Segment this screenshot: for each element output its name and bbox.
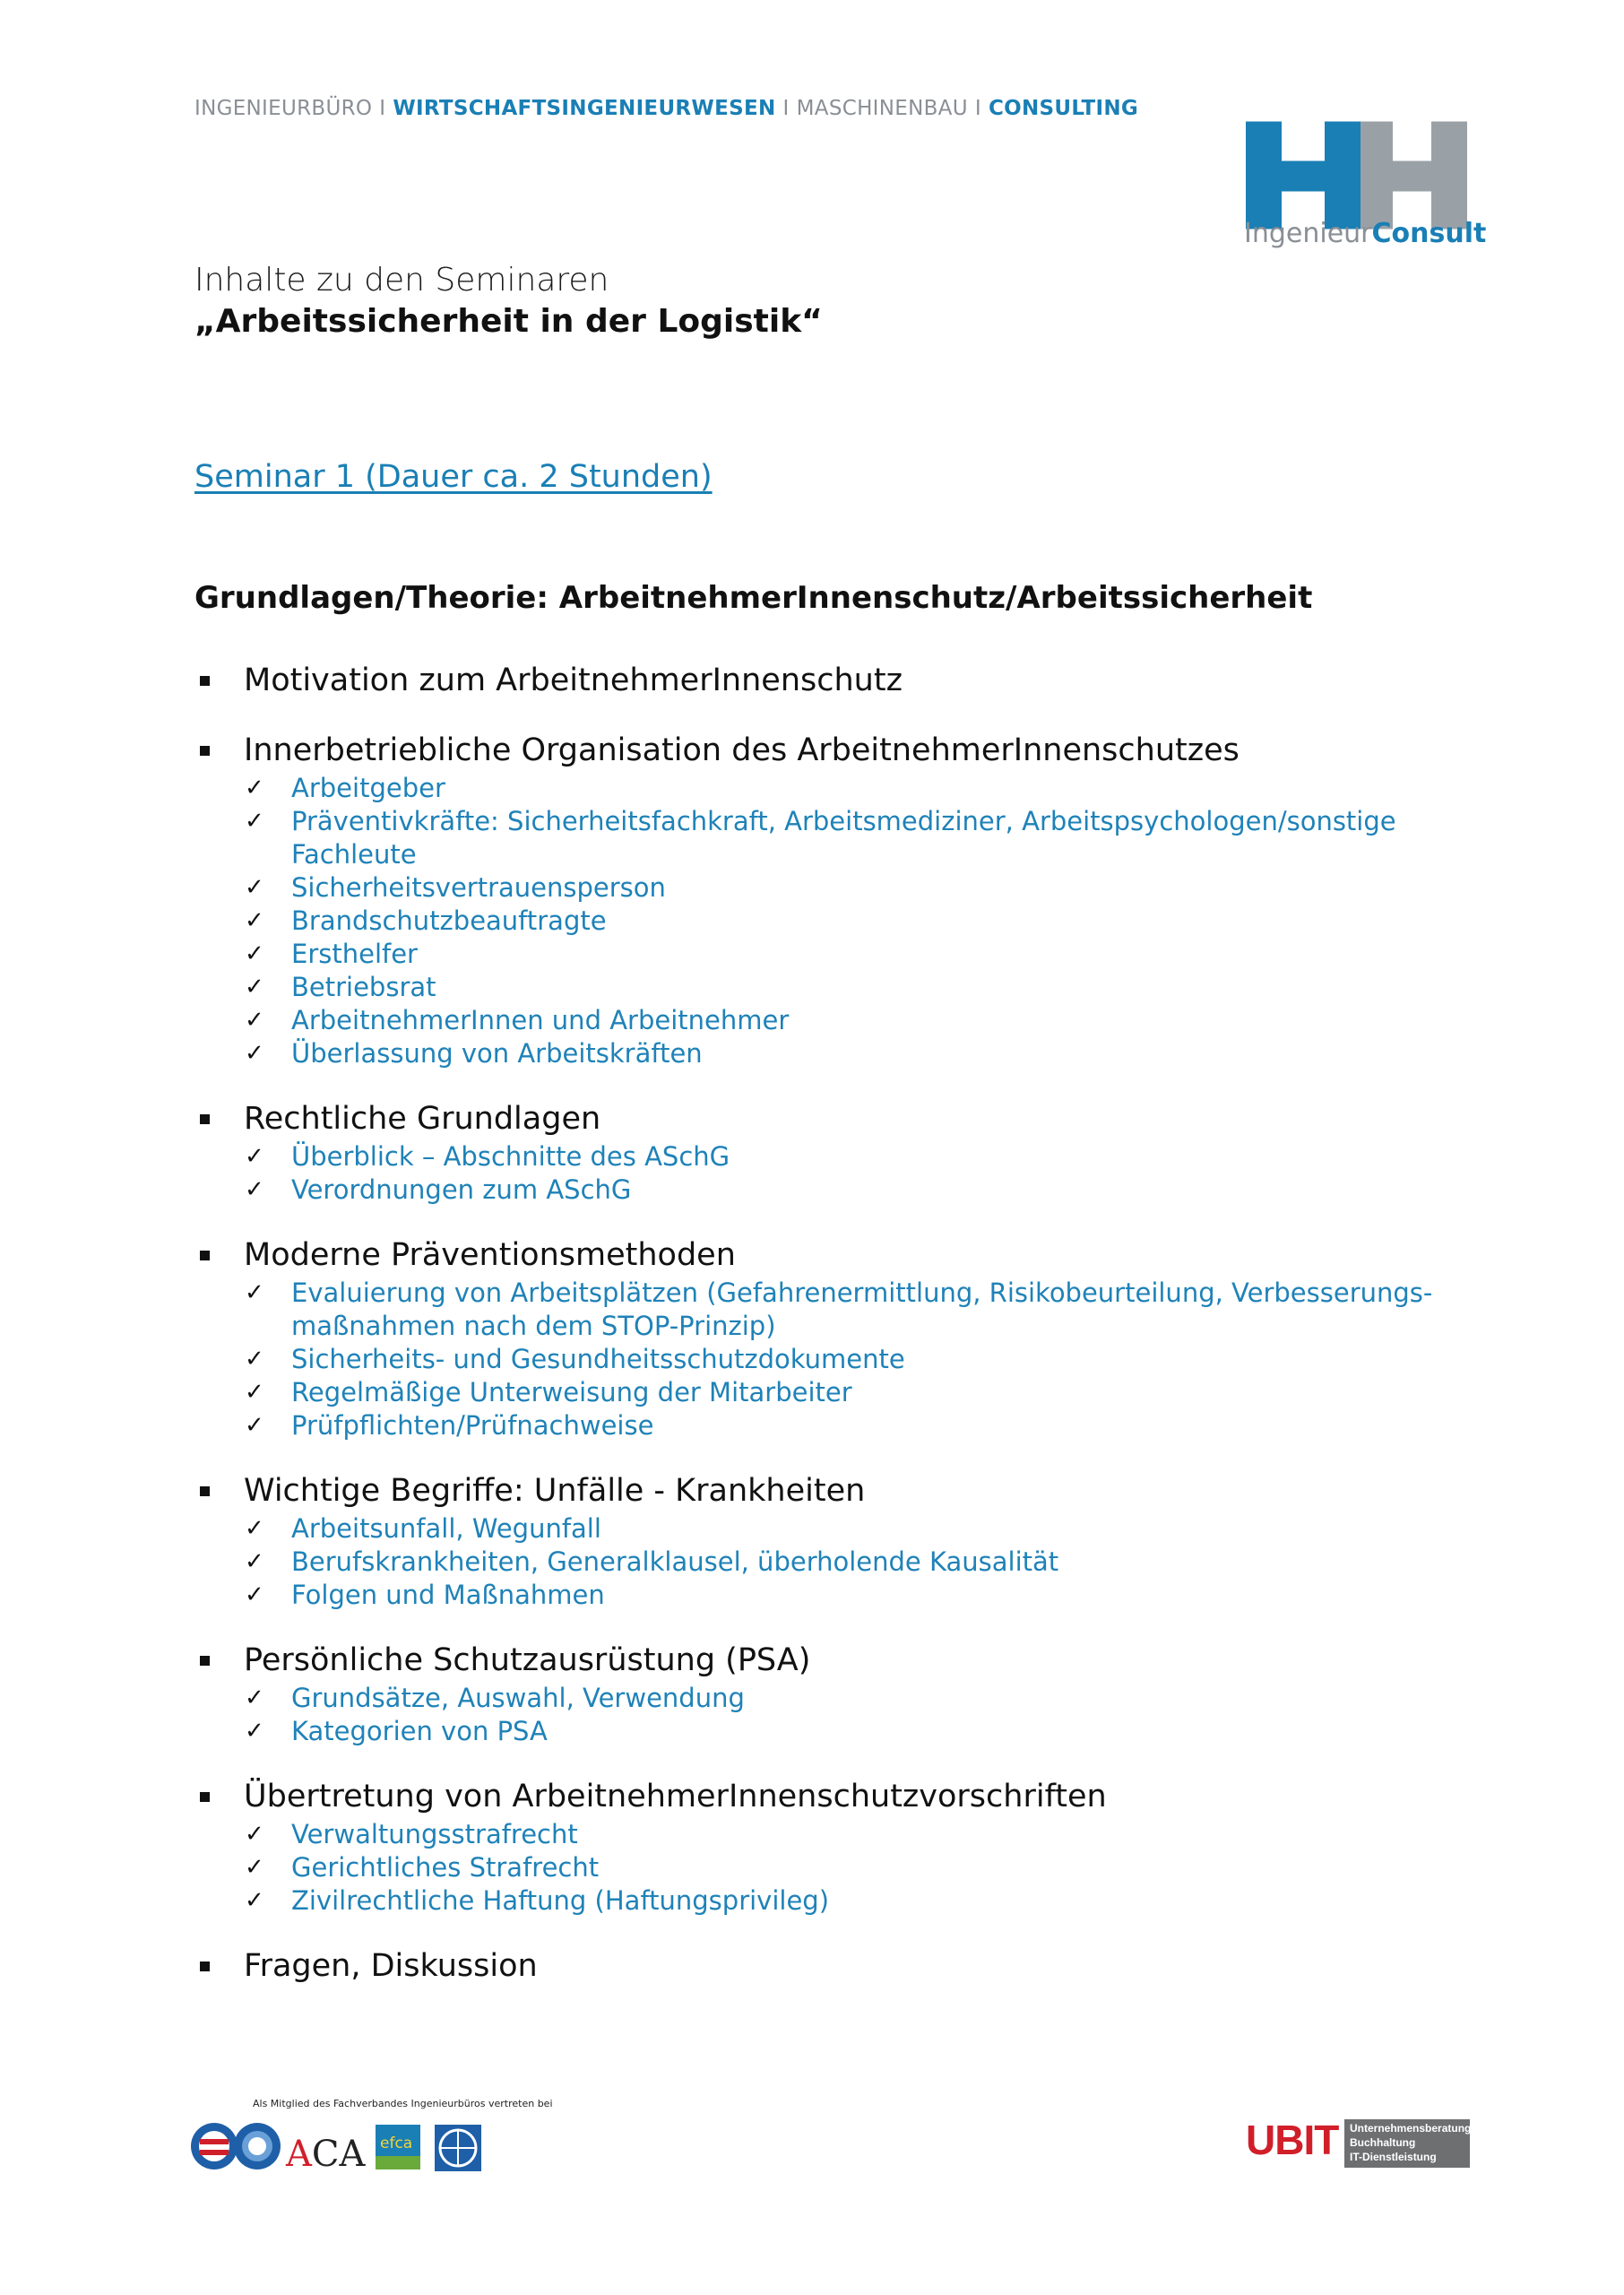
checkmark-icon: ✓ [245, 1684, 264, 1711]
square-bullet-icon [200, 746, 210, 756]
topic [194, 1097, 1494, 1207]
topic [194, 1775, 1494, 1918]
checkmark-icon: ✓ [245, 1143, 264, 1170]
header-separator: I [782, 97, 790, 120]
square-bullet-icon [200, 1486, 210, 1496]
association-logos [186, 2116, 490, 2175]
footer-note: Als Mitglied des Fachverbandes Ingenieurbüros vertreten bei [253, 2098, 553, 2109]
topic-title: Rechtliche Grundlagen [244, 1101, 601, 1137]
list-item [245, 1546, 1494, 1579]
topic-heading [194, 1097, 1494, 1140]
header-item-ingenieurbuero: INGENIEURBÜRO [194, 97, 373, 120]
header-separator: I [379, 97, 386, 120]
list-item [245, 1376, 1494, 1409]
subitem-label: Kategorien von PSA [291, 1716, 548, 1746]
list-item [245, 1277, 1494, 1343]
checkmark-icon: ✓ [245, 1581, 264, 1608]
list-item [245, 1512, 1494, 1546]
svg-text:ACA: ACA [286, 2134, 366, 2175]
square-bullet-icon [200, 1114, 210, 1124]
subitem-label: Überblick – Abschnitte des ASchG [291, 1141, 730, 1172]
aca-logo [285, 2134, 366, 2175]
subitem-label: Regelmäßige Unterweisung der Mitarbeiter [291, 1377, 852, 1407]
intro-title: „Arbeitssicherheit in der Logistik“ [194, 303, 823, 340]
subitem-label: Verwaltungsstrafrecht [291, 1819, 578, 1849]
list-item [245, 1409, 1494, 1442]
checkmark-icon: ✓ [245, 1887, 264, 1914]
subitem-list [194, 1818, 1494, 1918]
topic-title: Persönliche Schutzausrüstung (PSA) [244, 1642, 811, 1678]
svg-text:efca: efca [380, 2135, 413, 2152]
checkmark-icon: ✓ [245, 1346, 264, 1373]
list-item [245, 1343, 1494, 1376]
subitem-label: Präventivkräfte: Sicherheitsfachkraft, Arbeitsmediziner, Arbeitspsychologen/sonstige Fachleute [291, 806, 1396, 870]
list-item [245, 805, 1494, 871]
seminar-link[interactable]: Seminar 1 (Dauer ca. 2 Stunden) [194, 459, 713, 495]
fidic-logo [435, 2125, 481, 2171]
checkmark-icon: ✓ [245, 1548, 264, 1575]
logo-caption-ingenieur: Ingenieur [1244, 218, 1372, 249]
topic-title: Fragen, Diskussion [244, 1948, 538, 1984]
topic [194, 1944, 1494, 1988]
section-heading: Grundlagen/Theorie: ArbeitnehmerInnenschutz/Arbeitssicherheit [194, 580, 1313, 616]
subitem-label: Sicherheitsvertrauensperson [291, 872, 666, 903]
subitem-label: Verordnungen zum ASchG [291, 1174, 632, 1205]
subitem-list [194, 1682, 1494, 1748]
checkmark-icon: ✓ [245, 1854, 264, 1881]
subitem-label: Ersthelfer [291, 939, 418, 969]
subitem-list [194, 1277, 1494, 1442]
topic [194, 729, 1494, 1070]
checkmark-icon: ✓ [245, 1007, 264, 1034]
topic [194, 1469, 1494, 1612]
checkmark-icon: ✓ [245, 1821, 264, 1848]
topic-title: Motivation zum ArbeitnehmerInnenschutz [244, 663, 903, 698]
list-item [245, 905, 1494, 938]
list-item [245, 1173, 1494, 1207]
checkmark-icon: ✓ [245, 907, 264, 934]
checkmark-icon: ✓ [245, 1040, 264, 1067]
subitem-label: ArbeitnehmerInnen und Arbeitnehmer [291, 1005, 790, 1035]
list-item [245, 1715, 1494, 1748]
subitem-list [194, 1512, 1494, 1612]
checkmark-icon: ✓ [245, 1279, 264, 1306]
list-item [245, 1851, 1494, 1884]
square-bullet-icon [200, 1962, 210, 1971]
list-item [245, 938, 1494, 971]
square-bullet-icon [200, 1656, 210, 1666]
subitem-label: Folgen und Maßnahmen [291, 1580, 605, 1610]
topic-list [194, 659, 1494, 2014]
ubit-logo [1246, 2116, 1470, 2169]
subitem-list [194, 1140, 1494, 1207]
subitem-label: Betriebsrat [291, 972, 436, 1002]
topic-heading [194, 659, 1494, 702]
subitem-label: Arbeitgeber [291, 773, 445, 803]
subitem-label: Zivilrechtliche Haftung (Haftungsprivileg) [291, 1885, 830, 1916]
header-line [194, 97, 1138, 120]
logo-caption-consult: Consult [1371, 218, 1487, 249]
topic-title: Innerbetriebliche Organisation des ArbeitnehmerInnenschutzes [244, 732, 1240, 768]
ubit-wordmark: UBIT [1246, 2117, 1339, 2163]
ubit-line-1: Unternehmensberatung [1350, 2122, 1472, 2135]
header-separator: I [974, 97, 981, 120]
list-item [245, 1818, 1494, 1851]
topic [194, 1234, 1494, 1442]
subitem-label: Brandschutzbeauftragte [291, 905, 607, 936]
subitem-list [194, 772, 1494, 1070]
efca-logo [376, 2125, 420, 2169]
topic-title: Übertretung von ArbeitnehmerInnenschutzvorschriften [244, 1779, 1107, 1814]
checkmark-icon: ✓ [245, 974, 264, 1000]
square-bullet-icon [200, 1251, 210, 1260]
square-bullet-icon [200, 1792, 210, 1802]
intro [194, 260, 823, 342]
header-item-wirtschaftsingenieurwesen: WIRTSCHAFTSINGENIEURWESEN [393, 97, 776, 120]
ubit-line-3: IT-Dienstleistung [1350, 2151, 1437, 2163]
subitem-label: Prüfpflichten/Prüfnachweise [291, 1410, 654, 1441]
square-bullet-icon [200, 676, 210, 686]
subitem-label: Sicherheits- und Gesundheitsschutzdokumente [291, 1344, 905, 1374]
checkmark-icon: ✓ [245, 1379, 264, 1406]
topic-title: Moderne Präventionsmethoden [244, 1237, 736, 1273]
list-item [245, 1037, 1494, 1070]
intro-line-1: Inhalte zu den Seminaren [194, 262, 609, 299]
checkmark-icon: ✓ [245, 1718, 264, 1745]
list-item [245, 1682, 1494, 1715]
topic-heading [194, 1639, 1494, 1682]
ubit-line-2: Buchhaltung [1350, 2136, 1416, 2149]
checkmark-icon: ✓ [245, 775, 264, 801]
subitem-label: Grundsätze, Auswahl, Verwendung [291, 1683, 745, 1713]
subitem-label: Arbeitsunfall, Wegunfall [291, 1513, 601, 1544]
header-item-maschinenbau: MASCHINENBAU [796, 97, 968, 120]
checkmark-icon: ✓ [245, 1176, 264, 1203]
topic [194, 659, 1494, 702]
list-item [245, 1004, 1494, 1037]
list-item [245, 772, 1494, 805]
list-item [245, 1140, 1494, 1173]
topic-heading [194, 1775, 1494, 1818]
list-item [245, 871, 1494, 905]
list-item [245, 1579, 1494, 1612]
topic-heading [194, 1234, 1494, 1277]
checkmark-icon: ✓ [245, 874, 264, 901]
list-item [245, 971, 1494, 1004]
checkmark-icon: ✓ [245, 808, 264, 835]
checkmark-icon: ✓ [245, 1412, 264, 1439]
subitem-label: Gerichtliches Strafrecht [291, 1852, 600, 1883]
topic-heading [194, 1944, 1494, 1988]
subitem-label: Berufskrankheiten, Generalklausel, überholende Kausalität [291, 1546, 1059, 1577]
globe-badge-icon [234, 2123, 281, 2169]
subitem-label: Überlassung von Arbeitskräften [291, 1038, 703, 1069]
topic-title: Wichtige Begriffe: Unfälle - Krankheiten [244, 1473, 866, 1509]
checkmark-icon: ✓ [245, 1515, 264, 1542]
ingenieurbueros-badge-icon [191, 2123, 238, 2169]
list-item [245, 1884, 1494, 1918]
header-item-consulting: CONSULTING [988, 97, 1139, 120]
topic-heading [194, 1469, 1494, 1512]
ubit-lines [1350, 2121, 1471, 2164]
subitem-label: Evaluierung von Arbeitsplätzen (Gefahrenermittlung, Risikobeurteilung, Verbesserungs-maßnahmen nach dem STOP-Prinzip) [291, 1277, 1433, 1341]
topic [194, 1639, 1494, 1748]
checkmark-icon: ✓ [245, 940, 264, 967]
topic-heading [194, 729, 1494, 772]
logo-caption [1244, 218, 1486, 249]
